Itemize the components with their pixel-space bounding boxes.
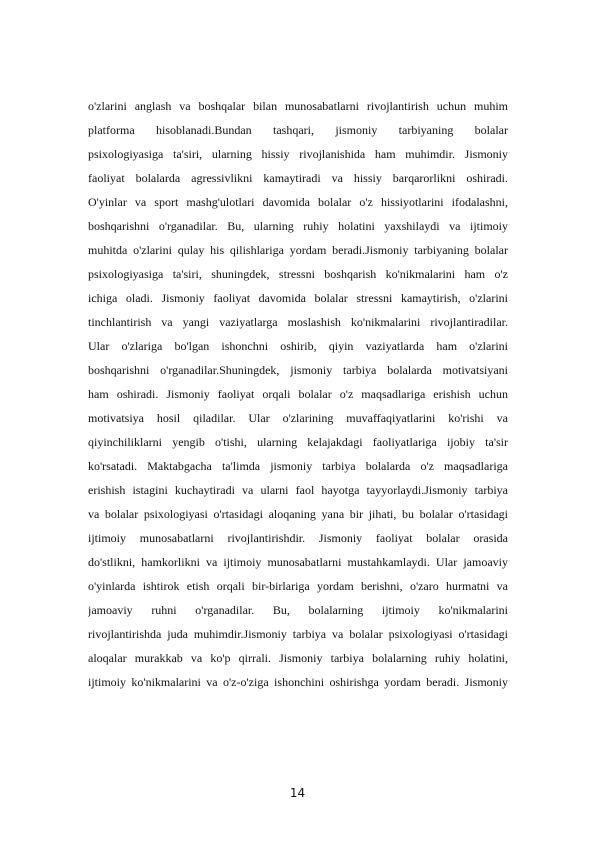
text-line: qiyinchiliklarni yengib o'tishi, ularning kelajakdagi faoliyatlariga ijobiy ta'sir bbox=[88, 435, 508, 449]
text-line: boshqarishni o'rganadilar. Bu, ularning ruhiy holatini yaxshilaydi va ijtimoiy bbox=[88, 219, 508, 233]
text-line: va bolalar psixologiyasi o'rtasidagi aloqaning yana bir jihati, bu bolalar o'rtasidagi bbox=[88, 507, 508, 521]
text-line: do'stlikni, hamkorlikni va ijtimoiy munosabatlarni mustahkamlaydi. Ular jamoaviy bbox=[88, 555, 508, 569]
text-line: ijtimoiy ko'nikmalarini va o'z-o'ziga ishonchini oshirishga yordam beradi. Jismoniy bbox=[88, 675, 508, 689]
text-line: O'yinlar va sport mashg'ulotlari davomida bolalar o'z hissiyotlarini ifodalashni, bbox=[88, 195, 508, 209]
text-line: boshqarishni o'rganadilar.Shuningdek, jismoniy tarbiya bolalarda motivatsiyani bbox=[88, 363, 508, 377]
body-text bbox=[88, 94, 508, 694]
text-line: Ular o'zlariga bo'lgan ishonchni oshirib, qiyin vaziyatlarda ham o'zlarini bbox=[88, 339, 508, 353]
text-line: o'zlarini anglash va boshqalar bilan munosabatlarni rivojlantirish uchun muhim bbox=[88, 99, 508, 113]
text-line: psixologiyasiga ta'siri, shuningdek, stressni boshqarish ko'nikmalarini ham o'z bbox=[88, 267, 508, 281]
text-line: rivojlantirishda juda muhimdir.Jismoniy tarbiya va bolalar psixologiyasi o'rtasidagi bbox=[88, 627, 508, 641]
text-line: aloqalar murakkab va ko'p qirrali. Jismoniy tarbiya bolalarning ruhiy holatini, bbox=[88, 651, 508, 665]
page-number: 14 bbox=[289, 786, 306, 800]
text-line: ichiga oladi. Jismoniy faoliyat davomida bolalar stressni kamaytirish, o'zlarini bbox=[88, 291, 508, 305]
text-line: muhitda o'zlarini qulay his qilishlariga yordam beradi.Jismoniy tarbiyaning bolalar bbox=[88, 243, 508, 257]
text-line: ham oshiradi. Jismoniy faoliyat orqali bolalar o'z maqsadlariga erishish uchun bbox=[88, 387, 508, 401]
text-line: platforma hisoblanadi.Bundan tashqari, jismoniy tarbiyaning bolalar bbox=[88, 123, 508, 137]
text-line: jamoaviy ruhni o'rganadilar. Bu, bolalarning ijtimoiy ko'nikmalarini bbox=[88, 603, 508, 617]
text-line: motivatsiya hosil qiladilar. Ular o'zlarining muvaffaqiyatlarini ko'rishi va bbox=[88, 411, 508, 425]
text-line: tinchlantirish va yangi vaziyatlarga moslashish ko'nikmalarini rivojlantiradilar. bbox=[88, 315, 508, 329]
text-line: o'yinlarda ishtirok etish orqali bir-birlariga yordam berishni, o'zaro hurmatni va bbox=[88, 579, 508, 593]
text-line: ijtimoiy munosabatlarni rivojlantirishdir. Jismoniy faoliyat bolalar orasida bbox=[88, 531, 508, 545]
text-line: faoliyat bolalarda agressivlikni kamaytiradi va hissiy barqarorlikni oshiradi. bbox=[88, 171, 508, 185]
text-line: ko'rsatadi. Maktabgacha ta'limda jismoniy tarbiya bolalarda o'z maqsadlariga bbox=[88, 459, 508, 473]
text-line: psixologiyasiga ta'siri, ularning hissiy rivojlanishida ham muhimdir. Jismoniy bbox=[88, 147, 508, 161]
text-line: erishish istagini kuchaytiradi va ularni faol hayotga tayyorlaydi.Jismoniy tarbiya bbox=[88, 483, 508, 497]
